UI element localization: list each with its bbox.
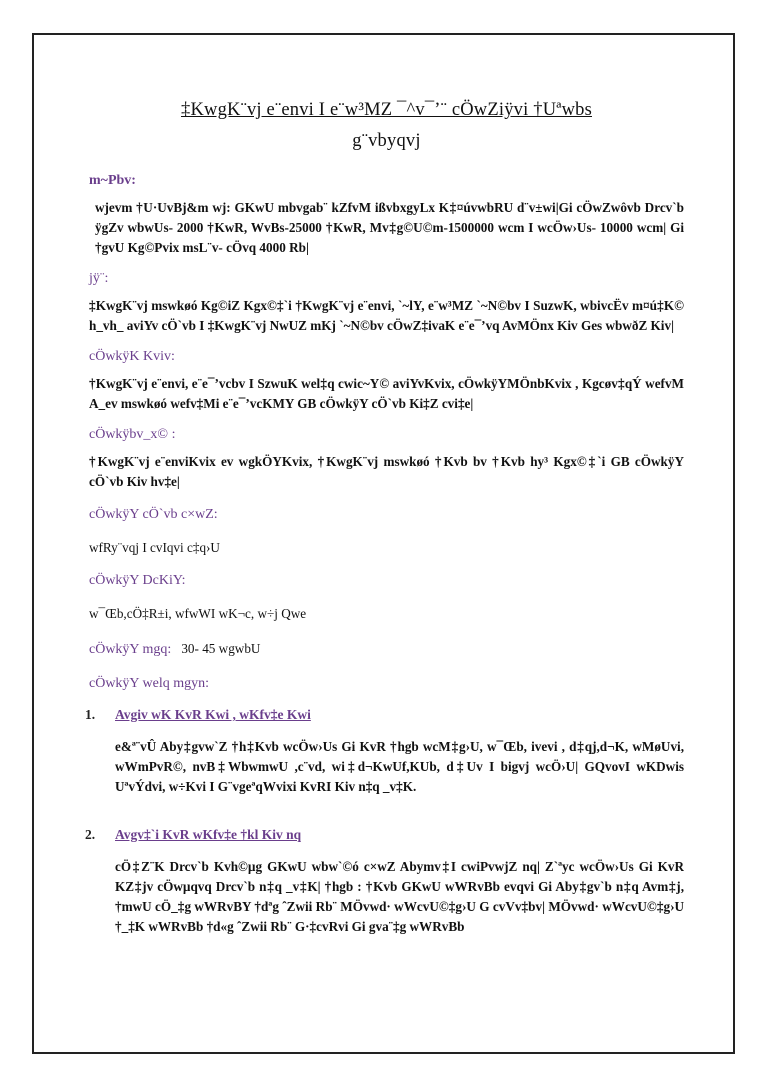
section-equipment <box>89 572 684 624</box>
item-title: Avgv‡`i KvR wKfv‡e †kl Kiv nq <box>115 827 302 842</box>
section-objective <box>89 270 684 336</box>
item-number: 1. <box>85 707 96 722</box>
duration-value: 30- 45 wgwbU <box>181 641 261 656</box>
section-body: wjevm †U·UvBj&m wj: GKwU mbvgab¨ kZfvM ißvbxgyLx K‡¤úvwbRU d¨v±wi|Gi cÖwZwôvb Drcv`b ÿgZv wbwUs- 2000 †KwR, WvBs-25000 †KwR, Mv‡g©U©m-1500000 wcm I wcÖw›Us- 10000 wcm| Gi †gvU Kg©Pvix msL¨v- cÖvq 4000 Rb| <box>95 200 684 255</box>
section-heading: cÖwkÿY welq mgyn: <box>89 676 210 691</box>
section-body: †KwgK¨vj e¨enviKvix ev wgkÖYKvix, †KwgK¨vj mswkøó †Kvb bv †Kvb hy³ Kgx©‡`i GB cÖwkÿY cÖ`vb Kiv hv‡e| <box>89 454 684 489</box>
section-body: wfRy¨vqj I cvIqvi c‡q›U <box>89 540 220 555</box>
section-body: ‡KwgK¨vj mswkøó Kg©iZ Kgx©‡`i †KwgK¨vj e¨envi, `~lY, e¨w³MZ `~N©bv I SuzwK, wbivcËv m¤ú‡K© h_vh_ aviYv cÖ`vb I ‡KwgK¨vj NwUZ mKj `~N©bv cÖwZ‡ivaK e¨e¯’vq AvMÖnx Kiv Ges wbwðZ Kiv| <box>89 298 684 333</box>
section-topics <box>89 675 684 693</box>
section-method <box>89 506 684 558</box>
section-heading: cÖwkÿY cÖ`vb c×wZ: <box>89 507 218 522</box>
title-line-2: g¨vbyqvj <box>352 131 421 151</box>
section-trainees <box>89 426 684 492</box>
section-trainer <box>89 348 684 414</box>
item-title: Avgiv wK KvR Kwi , wKfv‡e Kwi <box>115 707 311 722</box>
section-body: w¯Œb,cÖ‡R±i, wfwWI wK¬c, w÷j Qwe <box>89 606 307 621</box>
section-heading: cÖwkÿY DcKiY: <box>89 573 186 588</box>
section-heading: m~Pbv: <box>89 173 136 188</box>
item-body: e&ª¨vÛ Aby‡gvw`Z †h‡Kvb wcÖw›Us Gi KvR †hgb wcM‡g›U, w¯Œb, ivevi , d‡qj,d¬K, wMøUvi, wWmPvR©, nvB‡WbwmwU ,c¨vd, wi‡d¬KwUf,KUb, d‡Uv I bigvj wcÖ›U| GQvovI wKDwis UªvÝdvi, w÷Kvi I G¨vgeªqWvixi KvRI Kiv n‡q _v‡K. <box>115 739 684 794</box>
section-duration <box>89 640 684 659</box>
title-line-1: ‡KwgK¨vj e¨envi I e¨w³MZ ¯^v¯’¨ cÖwZiÿvi †Uªwbs <box>181 100 592 120</box>
section-introduction <box>89 172 684 258</box>
section-heading: jÿ¨: <box>89 271 109 286</box>
section-heading: cÖwkÿbv_x© : <box>89 427 176 442</box>
document-title <box>89 95 684 157</box>
section-body: †KwgK¨vj e¨envi, e¨e¯’vcbv I SzwuK wel‡q cwic~Y© aviYvKvix, cÖwkÿYMÖnbKvix , Kgcøv‡qÝ wefvM A_ev mswkøó wefv‡Mi e¨e¯’vcKMY GB cÖwkÿY cÖ`vb Ki‡Z cvi‡e| <box>89 376 684 411</box>
item-number: 2. <box>85 827 96 842</box>
topic-item <box>85 707 684 797</box>
section-heading: cÖwkÿY mgq: <box>89 642 172 657</box>
item-body: cÖ‡Z¨K Drcv`b Kvh©µg GKwU wbw`©ó c×wZ Abymv‡I cwiPvwjZ nq| Z`ªyc wcÖw›Us Gi KvR KZ‡jv cÖwµqvq Drcv`b n‡q _v‡K| †hgb : †Kvb GKwU wWRvBb evqvi Gi Aby‡gv`b n‡q Avm‡j, †mwU cÖ_‡g wWRvBY †dªg ˆZwii Rb¨ MÖvwd· wWcvU©‡g›U G cvVv‡bv| MÖvwd· wWcvU©‡g›U †_‡K wWRvBb †d«g ˆZwii Rb¨ G·‡cvRvi Gi gva¨‡g wWRvBb <box>115 859 684 934</box>
topic-item <box>85 827 684 937</box>
section-heading: cÖwkÿK Kviv: <box>89 349 175 364</box>
document-content <box>85 95 684 937</box>
